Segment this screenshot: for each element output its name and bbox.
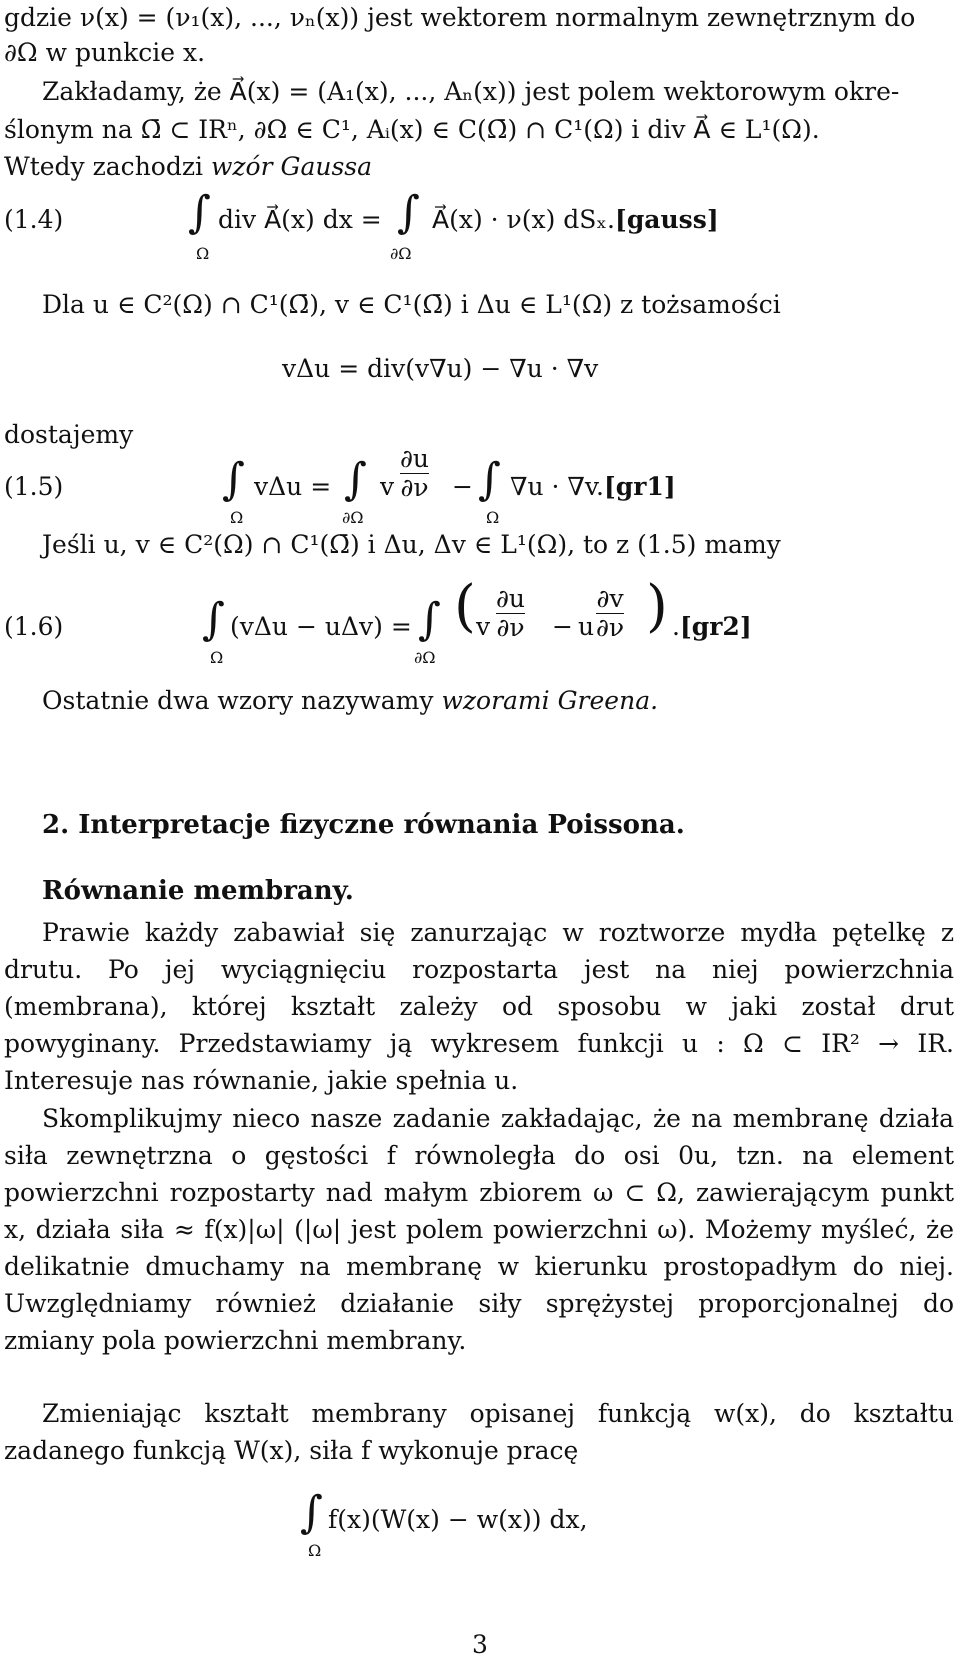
eq14-integral-2 bbox=[397, 187, 420, 238]
eq15-rhs-group bbox=[510, 472, 676, 502]
eq15-lhs: vΔu = bbox=[254, 472, 332, 501]
paragraph-2 bbox=[4, 1100, 954, 1359]
eq14-domain-omega: Ω bbox=[196, 244, 210, 263]
identity-formula: vΔu = div(v∇u) − ∇u · ∇v bbox=[282, 354, 599, 383]
eq15-integral-1 bbox=[222, 454, 245, 505]
eq16-domain-1: Ω bbox=[210, 648, 224, 667]
paragraph-1 bbox=[4, 914, 954, 1099]
text-dla: Dla u ∈ C²(Ω) ∩ C¹(Ω̄), v ∈ C¹(Ω̄) i Δu ∈ L¹(Ω) z tożsamości bbox=[42, 290, 781, 319]
fraction bbox=[400, 445, 429, 502]
eq15-rhs: ∇u · ∇v. bbox=[510, 472, 604, 501]
eq-label: (1.4) bbox=[4, 205, 64, 234]
intro-line-1: gdzie ν(x) = (ν₁(x), ..., νₙ(x)) jest wektorem normalnym zewnętrznym do bbox=[4, 3, 916, 32]
eq14-lhs: div A⃗(x) dx = bbox=[218, 205, 382, 234]
work-domain: Ω bbox=[308, 1541, 322, 1560]
fraction-num: ∂v bbox=[596, 584, 624, 613]
paragraph-3-text: Zmieniając kształt membrany opisanej funkcją w(x), do kształtu zadanego funkcją W(x), siła f wykonuje pracę bbox=[4, 1399, 954, 1465]
intro-line-5 bbox=[4, 152, 372, 182]
eq14-rhs: A⃗(x) · ν(x) dSₓ. bbox=[432, 205, 615, 234]
eq15-integral-3 bbox=[478, 454, 501, 505]
work-expression: f(x)(W(x) − w(x)) dx, bbox=[328, 1505, 588, 1534]
eq15-domain-2: ∂Ω bbox=[342, 508, 364, 527]
eq15-fraction bbox=[398, 445, 431, 502]
fraction-den: ∂ν bbox=[596, 613, 625, 642]
eq16-fraction-1 bbox=[494, 585, 527, 642]
eq16-fraction-2 bbox=[594, 585, 626, 642]
text-ostatnie-b: wzorami Greena. bbox=[441, 686, 659, 715]
intro-line-2: ∂Ω w punkcie x. bbox=[4, 38, 206, 67]
gauss-formula-name: wzór Gaussa bbox=[210, 152, 373, 181]
integral-sign: ∫ bbox=[478, 454, 501, 505]
eq16-integral-1 bbox=[202, 594, 225, 645]
eq14-tag: [gauss] bbox=[614, 205, 719, 234]
eq16-tag-group bbox=[672, 612, 752, 642]
integral-sign: ∫ bbox=[300, 1487, 323, 1538]
integral-sign: ∫ bbox=[202, 594, 225, 645]
eq15-v: v bbox=[380, 472, 395, 501]
eq16-domain-2: ∂Ω bbox=[414, 648, 436, 667]
fraction bbox=[496, 585, 525, 642]
eq16-tag: [gr2] bbox=[679, 612, 752, 641]
eq16-dot: . bbox=[672, 612, 680, 641]
eq-label: (1.6) bbox=[4, 612, 64, 641]
eq14-integral-1 bbox=[188, 187, 211, 238]
eq15-domain-1: Ω bbox=[230, 508, 244, 527]
integral-sign: ∫ bbox=[397, 187, 420, 238]
eq16-integral-2 bbox=[418, 594, 441, 645]
eq16-rparen bbox=[646, 574, 668, 639]
eq14-rhs-group bbox=[432, 205, 719, 235]
eq15-integral-2 bbox=[344, 454, 367, 505]
fraction bbox=[596, 585, 624, 642]
eq16-lparen bbox=[454, 574, 476, 639]
text-dostajemy: dostajemy bbox=[4, 420, 134, 449]
text-ostatnie bbox=[42, 686, 658, 716]
integral-sign: ∫ bbox=[188, 187, 211, 238]
work-integral bbox=[300, 1487, 323, 1538]
text-ostatnie-a: Ostatnie dwa wzory nazywamy bbox=[42, 686, 442, 715]
eq15-minus: − bbox=[452, 472, 473, 501]
eq16-v: v bbox=[476, 612, 491, 641]
section-title: 2. Interpretacje fizyczne równania Poissona. bbox=[42, 810, 685, 840]
integral-sign: ∫ bbox=[222, 454, 245, 505]
eq16-minus: − bbox=[552, 612, 573, 641]
eq-label: (1.5) bbox=[4, 472, 64, 501]
fraction-num: ∂u bbox=[400, 444, 430, 473]
paragraph-3 bbox=[4, 1395, 954, 1469]
fraction-den: ∂ν bbox=[400, 473, 429, 502]
eq15-tag: [gr1] bbox=[603, 472, 676, 501]
fraction-num: ∂u bbox=[496, 584, 526, 613]
eq15-domain-3: Ω bbox=[486, 508, 500, 527]
left-paren: ( bbox=[454, 574, 476, 639]
eq14-domain-boundary: ∂Ω bbox=[390, 244, 412, 263]
fraction-den: ∂ν bbox=[496, 613, 525, 642]
eq16-lhs: (vΔu − uΔv) = bbox=[230, 612, 412, 641]
integral-sign: ∫ bbox=[418, 594, 441, 645]
section-subtitle: Równanie membrany. bbox=[42, 876, 354, 906]
text-jesli: Jeśli u, v ∈ C²(Ω) ∩ C¹(Ω̄) i Δu, Δv ∈ L¹(Ω), to z (1.5) mamy bbox=[42, 530, 781, 559]
eq16-u: u bbox=[578, 612, 595, 641]
intro-line-5-text: Wtedy zachodzi bbox=[4, 152, 211, 181]
integral-sign: ∫ bbox=[344, 454, 367, 505]
intro-line-4: ślonym na Ω̄ ⊂ IRⁿ, ∂Ω ∈ C¹, Aᵢ(x) ∈ C(Ω̄) ∩ C¹(Ω) i div A⃗ ∈ L¹(Ω). bbox=[4, 115, 820, 144]
paragraph-2-text: Skomplikujmy nieco nasze zadanie zakładając, że na membranę działa siła zewnętrzna o gęstości f równoległa do osi 0u, tzn. na element powierzchni rozpostarty nad małym zbiorem ω ⊂ Ω, zawierającym punkt x, działa siła ≈ f(x)|ω| (|ω| jest polem powierzchni ω). Możemy myśleć, że delikatnie dmuchamy na membranę w kierunku prostopadłym do niej. Uwzględniamy również działanie siły sprężystej proporcjonalnej do zmiany pola powierzchni membrany. bbox=[4, 1104, 954, 1355]
paragraph-1-text: Prawie każdy zabawiał się zanurzając w roztworze mydła pętelkę z drutu. Po jej wyciągnięciu rozpostarta jest na niej powierzchnia (membrana), której kształt zależy od sposobu w jaki został drut powyginany. Przedstawiamy ją wykresem funkcji u : Ω ⊂ IR² → IR. Interesuje nas równanie, jakie spełnia u. bbox=[4, 918, 954, 1095]
right-paren: ) bbox=[646, 574, 668, 639]
intro-line-3: Zakładamy, że A⃗(x) = (A₁(x), ..., Aₙ(x)) jest polem wektorowym okre- bbox=[42, 77, 900, 106]
page-number: 3 bbox=[472, 1630, 488, 1659]
